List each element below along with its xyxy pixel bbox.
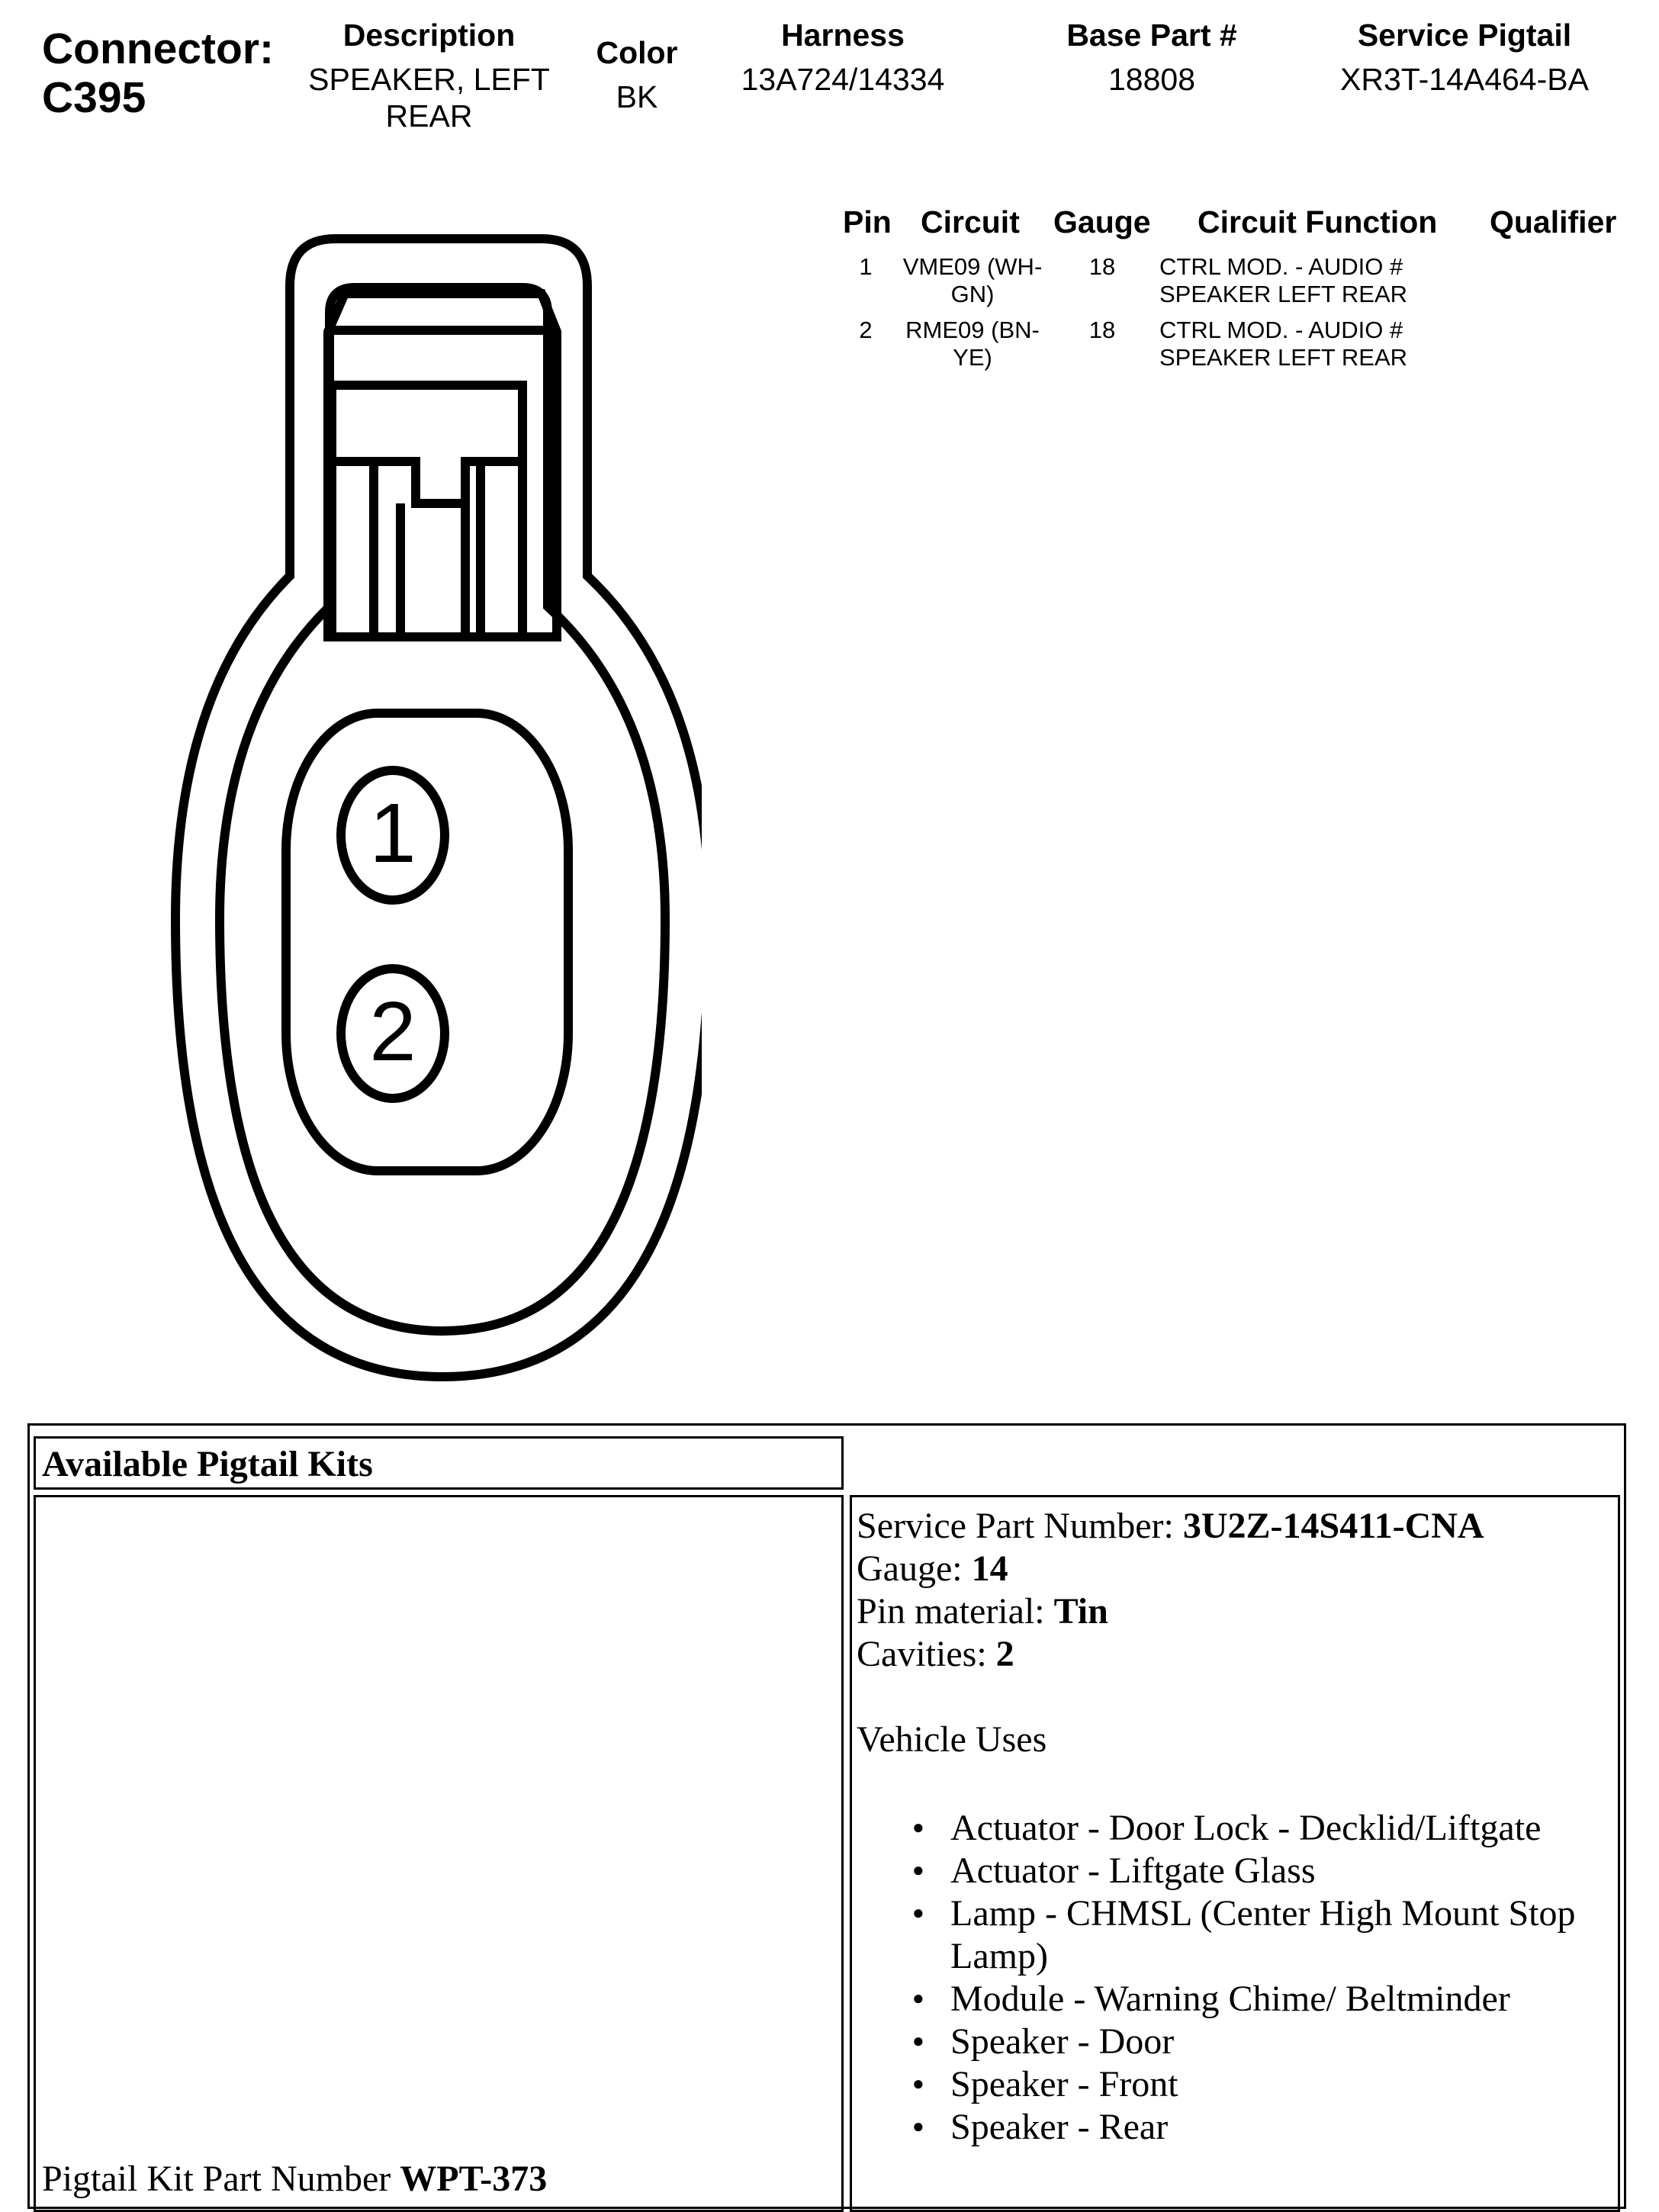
- pin-row-1-function: CTRL MOD. - AUDIO # SPEAKER LEFT REAR: [1159, 253, 1408, 307]
- harness-label: Harness: [781, 18, 905, 53]
- pin-row-1-circuit: VME09 (WH-GN): [902, 253, 1043, 307]
- circuit-header: Circuit: [921, 204, 1020, 240]
- color-label: Color: [596, 35, 678, 70]
- gauge-label: Gauge:: [857, 1548, 972, 1589]
- pin-row-2-gauge: 18: [1088, 317, 1116, 343]
- service-part-label: Service Part Number:: [857, 1506, 1183, 1546]
- connector-label: Connector:: [42, 24, 274, 73]
- gauge-line: [857, 1548, 1612, 1590]
- color-column: [580, 34, 694, 115]
- harness-value: 13A724/14334: [741, 62, 945, 97]
- vehicle-use-item: ● Speaker - Door: [950, 2021, 1612, 2063]
- service-part-value: 3U2Z-14S411-CNA: [1182, 1506, 1484, 1546]
- service-pigtail-value: XR3T-14A464-BA: [1340, 62, 1589, 97]
- vehicle-use-item: ● Speaker - Front: [950, 2063, 1612, 2106]
- latch-inner-box: [332, 385, 522, 637]
- pigtail-kit-part-value: WPT-373: [400, 2159, 548, 2199]
- harness-column: [717, 17, 969, 98]
- pigtail-details: [857, 1505, 1612, 2149]
- gauge-value: 14: [971, 1548, 1008, 1589]
- gauge-header: Gauge: [1053, 204, 1151, 240]
- service-part-line: [857, 1505, 1612, 1548]
- pin-material-value: Tin: [1053, 1591, 1108, 1632]
- vehicle-uses-label: Vehicle Uses: [857, 1719, 1047, 1760]
- pin-1-label: 1: [369, 786, 416, 880]
- pigtail-kit-part-cell: [34, 1495, 844, 2212]
- pigtail-heading: Available Pigtail Kits: [42, 1444, 373, 1484]
- vehicle-use-item: ● Speaker - Rear: [950, 2106, 1612, 2149]
- pin-2-label: 2: [369, 985, 416, 1079]
- vehicle-use-item: ● Actuator - Door Lock - Decklid/Liftgate: [950, 1807, 1612, 1850]
- vehicle-uses-list: [857, 1807, 1612, 2149]
- pin-row-2-circuit: RME09 (BN-YE): [905, 317, 1040, 371]
- pin-material-label: Pin material:: [857, 1591, 1054, 1632]
- connector-title: [42, 24, 274, 122]
- color-value: BK: [616, 79, 658, 114]
- circuit-function-header: Circuit Function: [1198, 204, 1438, 240]
- cavities-value: 2: [995, 1634, 1014, 1674]
- latch-key: [332, 461, 522, 503]
- vehicle-use-item: ● Actuator - Liftgate Glass: [950, 1850, 1612, 1892]
- cavities-line: [857, 1633, 1612, 1676]
- connector-id: C395: [42, 73, 146, 122]
- pin-header: Pin: [843, 204, 892, 240]
- pin-row-2-pin: 2: [859, 317, 873, 343]
- pin-row-1-gauge: 18: [1088, 253, 1116, 280]
- pigtail-kit-part-line: [42, 2158, 547, 2201]
- description-value: SPEAKER, LEFT REAR: [308, 62, 550, 133]
- pin-material-line: [857, 1590, 1612, 1633]
- description-column: [294, 17, 564, 134]
- pin-row-1-pin: 1: [859, 253, 873, 280]
- base-part-value: 18808: [1108, 62, 1195, 97]
- service-pigtail-column: [1297, 17, 1632, 98]
- service-pigtail-label: Service Pigtail: [1357, 18, 1572, 53]
- description-label: Description: [342, 18, 516, 53]
- pigtail-details-cell: [850, 1495, 1620, 2212]
- pigtail-kit-part-label: Pigtail Kit Part Number: [42, 2159, 400, 2199]
- pin-row-2-function: CTRL MOD. - AUDIO # SPEAKER LEFT REAR: [1159, 317, 1408, 371]
- connector-face-diagram: [153, 225, 702, 1392]
- pigtail-heading-cell: [34, 1436, 844, 1490]
- vehicle-use-item: ● Lamp - CHMSL (Center High Mount Stop Lamp): [950, 1892, 1612, 1978]
- base-part-label: Base Part #: [1066, 18, 1237, 53]
- qualifier-header: Qualifier: [1490, 204, 1617, 240]
- base-part-column: [1037, 17, 1266, 98]
- vehicle-use-item: ● Module - Warning Chime/ Beltminder: [950, 1978, 1612, 2021]
- cavities-label: Cavities:: [857, 1634, 996, 1674]
